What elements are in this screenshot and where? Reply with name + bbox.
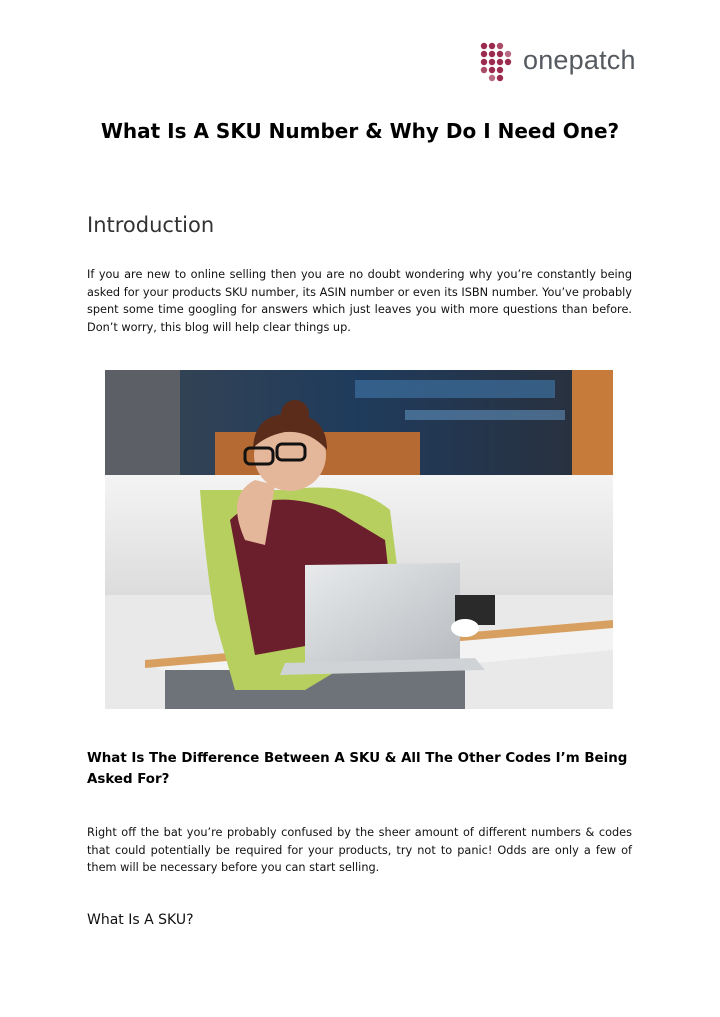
intro-heading: Introduction bbox=[87, 213, 215, 237]
logo-dots-icon bbox=[480, 42, 520, 82]
section-heading: What Is The Difference Between A SKU & All The Other Codes I’m Being Asked For? bbox=[87, 751, 628, 787]
page-title: What Is A SKU Number & Why Do I Need One? bbox=[100, 119, 620, 143]
section-paragraph: Right off the bat you’re probably confused by the sheer amount of different numbers & codes that could potentially be required for your products, try not to panic! Odds are only a few of them will be necessary before you can start selling. bbox=[87, 826, 632, 874]
logo-wordmark: onepatch bbox=[523, 44, 636, 75]
intro-paragraph: If you are new to online selling then you are no doubt wondering why you’re constantly being asked for your products SKU number, its ASIN number or even its ISBN number. You’ve probably spent some time googling for answers which just leaves you with more questions than before. Don’t worry, this blog will help clear things up. bbox=[87, 268, 632, 334]
subsection-heading: What Is A SKU? bbox=[87, 912, 194, 928]
onepatch-logo bbox=[480, 42, 636, 82]
stressed-woman-at-laptop-photo bbox=[105, 370, 613, 709]
